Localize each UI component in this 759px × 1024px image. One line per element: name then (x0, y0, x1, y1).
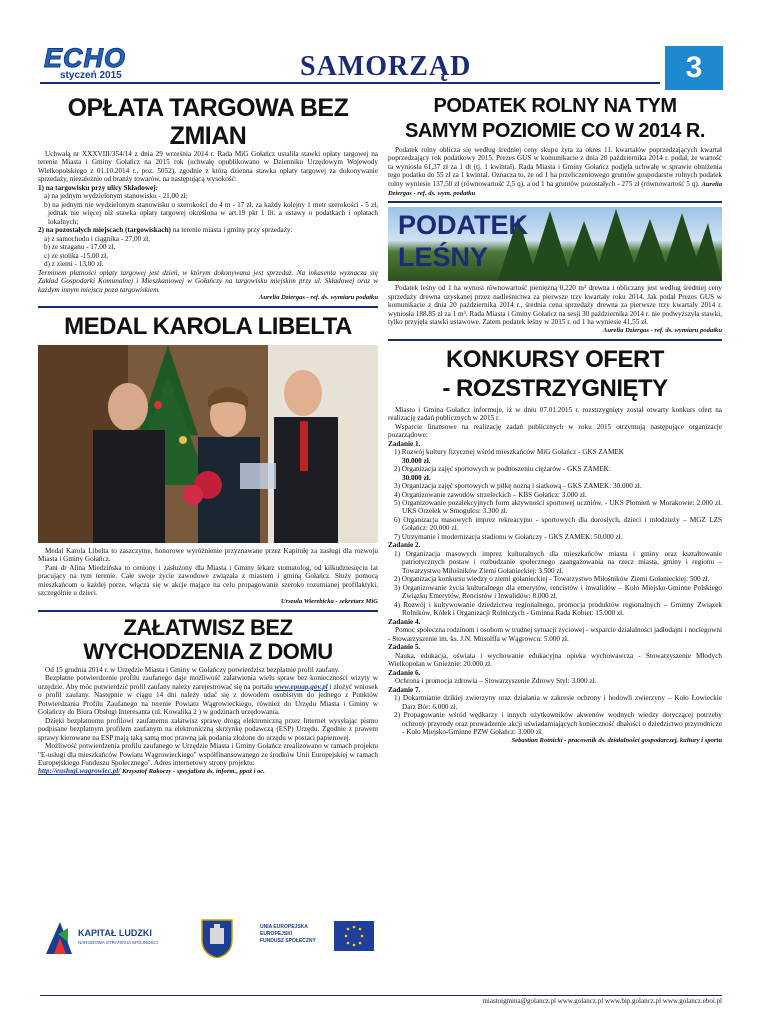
oplata-title: OPŁATA TARGOWA BEZ ZMIAN (67, 94, 349, 150)
oplata-signature: Aurelia Dziergas - ref. ds. wymiaru podatku (258, 294, 378, 302)
zalatwisz-p2: Bezpłatne potwierdzenie profilu zaufanego daje możliwość załatwienia wielu spraw bez konieczności wizyty w urzędzie. Aby móc potwierdzić profil zaufany należy zarejestrować się na portalu www.epuap.gov.pl i złożyć wniosek o profil zaufany. Następnie w ciągu 14 dni należy udać się z dowodem osobistym do jednego z Punktów Potwierdzania Profilu Zaufanego na terenie Powiatu Wągrowieckiego, również do Urzędu Miasta i Gminy w Gołańczy do Biura Obsługi Interesanta (ul. Kowalika 2 ) w godzinach urzędowania. (38, 674, 378, 717)
z2-2: 2) Organizacja konkursu wiedzy o ziemi gołanieckiej - Towarzystwo Miłośników Ziemi Gołanieckiej: 500 zł. (394, 575, 710, 584)
oplata-a: a) na jednym wydzielonym stanowisku - 21,00 zł; (44, 192, 188, 201)
lesny-title: PODATEK LEŚNY (398, 210, 529, 273)
zalatwisz-signature: Krzysztof Rakoczy - specjalista ds. inform., ppoż i oc. (122, 768, 265, 776)
z1-1-kwota: 30.000 zł. (402, 456, 431, 465)
divider (388, 201, 722, 203)
golancz-coat-of-arms (200, 918, 236, 958)
medal-title: MEDAL KAROLA LIBELTA (64, 313, 352, 340)
eu-flag-icon (334, 921, 374, 951)
oplata-h1: 1) na targowisku przy ulicy Składowej: (38, 183, 158, 192)
z1-2-kwota: 30.000 zł. (402, 473, 431, 482)
rolny-p: Podatek rolny oblicza się według średniej ceny skupu żyta za okres 11. kwartałów poprzedzających kwartał poprzedzający rok podatkowy 2015. Prezes GUS w komunikacie z dnia 20 października 2014 r. podał, że wartość ta wyniosła 61,37 zł za 1 dt (tj. 1 kwintal). Rada Miasta i Gminy Gołańcz podjęła uchwałę w sprawie obniżenia tego podatku do 55 zł za 1 kwintal. Oznacza to, że od 1 ha przeliczeniowego gruntów gospodarstw rolnych podatek rolny wyniesie 137,50 zł (równowartość 2,5 q), a od 1 ha gruntów pozostałych - 275 zł (równowartość 5 q). Aurelia Dziergas - ref. ds. wym. podatku (388, 146, 723, 197)
oplata-h2: 2) na pozostałych miejscach (targowiskach) na terenie miasta i gminy przy sprzedaży: (38, 226, 293, 235)
echo-logo: ECHO (44, 43, 127, 73)
zadanie-2: Zadanie 2. (388, 541, 421, 550)
kapital-ludzki-logo: KAPITAŁ LUDZKI NARODOWA STRATEGIA SPÓJNOŚCI (44, 918, 154, 958)
zalatwisz-p3: Dzięki bezpłatnemu profilowi zaufanemu załatwisz sprawę drogą elektroniczną przez Internet wysyłając pismo podpisane bezpłatnym profilem zaufanym na elektroniczną skrzynkę podawczą (ESP) Urzędu. Zgodnie z prawem sprawy kierowane na ESP mają taką samą moc prawną jak podania złożone do urzędu w postaci papierowej. (38, 716, 378, 742)
divider (38, 306, 378, 308)
zadanie-1: Zadanie 1. (388, 439, 421, 448)
medal-ceremony-photo (38, 345, 378, 543)
zalatwisz-title-1: ZAŁATWISZ BEZ (123, 614, 293, 640)
divider (388, 339, 722, 341)
konkursy-p2: Wsparcie finansowe na realizację zadań publicznych w roku 2015 otrzymują następujące organizacje pozarządowe: (388, 422, 722, 440)
section-title: SAMORZĄD (300, 51, 472, 82)
page-number: 3 (665, 46, 723, 90)
konkursy-signature: Sebastian Rotnicki - pracownik ds. działalności gospodarczej, kultury i sportu (511, 736, 722, 744)
lesny-p: Podatek leśny od 1 ha wynosi równowartość pieniężną 0,220 m³ drewna i obliczany jest według średniej ceny sprzedaży drewna uzyskanej przez nadleśnictwa za pierwsze trzy kwartały roku 2014. Jak podał Prezes GUS w komunikacie z dnia 20 października 2014 r., średnia cena sprzedaży drewna za pierwsze trzy kwartały 2014 r. wyniosła 188,85 zł za 1 m³. Rada Miasta i Gminy Gołańcz na sesji 30 października 2014 r. nie podwyższyła stawki, tylko przyjęła stawki ustawowe. Zatem podatek leśny w 2015 r. od 1 ha wyniesie 41,55 zł. (388, 284, 722, 327)
kapital-ludzki-icon (44, 920, 74, 956)
zalatwisz-link-line (38, 767, 378, 776)
z7-1: 1) Dokarmianie dzikiej zwierzyny oraz działania w zakresie ochrony i hodowli zwierzyny – Koło Łowieckie Darz Bór: 6.000 zł. (394, 694, 722, 711)
epuap-link[interactable]: www.epuap.gov.pl (274, 682, 328, 691)
eusługi-link[interactable]: http://eusługi.wagrowiec.pl/ (38, 767, 121, 776)
z1-7: 7) Utrzymanie i modernizacja stadionu w Gołańczy - GKS ZAMEK: 50.000 zł. (394, 532, 623, 541)
zadanie-4: Zadanie 4. (388, 617, 421, 626)
left-column (38, 94, 378, 776)
zadanie-6: Zadanie 6. (388, 668, 421, 677)
z2-1: 1) Organizacja masowych imprez kulturalnych dla mieszkańców miasta i gminy oraz kształtowanie patriotycznych postaw i rozbudzanie społecznego zaangażowania na rzecz miasta, gminy i regionu – Towarzystwo Miłośników Ziemi Gołanieckiej: 3.500 zł. (394, 549, 722, 575)
rolny-title-2: SAMYM POZIOMIE CO W 2014 R. (405, 120, 705, 142)
z7-2: 2) Propagowanie wśród wędkarzy i innych użytkowników akwenów wodnych wiedzy dotyczącej potrzeby ochrony przyrody oraz prowadzenie akcji uświadamiających konieczność dbałości o dziedzictwo przyrodnicze - Koło Miejsko-Gminne PZW Gołańcz: 3.000 zł. (394, 711, 722, 737)
zadanie-7: Zadanie 7. (388, 685, 421, 694)
lesny-signature: Aurelia Dziergas - ref. ds. wymiaru podatku (602, 326, 722, 334)
oplata-intro: Uchwałą nr XXXVIII/354/14 z dnia 29 września 2014 r. Rada MiG Gołańcz ustaliła stawki opłaty targowej na terenie Miasta i Gminy Gołańcz na 2015 rok (uchwałę opublikowano w Dzienniku Urzędowym Wojewody Wielkopolskiego z 01.10.2014 r., poz. 5052), zgodnie z którą dzienna stawka opłaty targowej za dokonywanie sprzedaży, niezależnie od branży towarów, na następującą wysokość: (38, 150, 378, 184)
oplata-italic: Terminem płatności opłaty targowej jest dzień, w którym dokonywana jest sprzedaż. Na inkasenta wyznacza się Zakład Gospodarki Komunalnej i Mieszkaniowej w Gołańczy na targowisku miejskim przy ul. Składowej oraz w każdym innym miejscu poza targowiskiem. (38, 268, 378, 294)
header-rule (40, 82, 660, 84)
divider (38, 610, 378, 612)
z4-p: Pomoc społeczna rodzinom i osobom w trudnej sytuacji życiowej - wsparcie działalności jadłodajni i noclegowni - Stowarzyszenie im. ks. J.N. Musolffa w Wągrowcu: 5.000 zł. (388, 626, 722, 643)
medal-p1: Medal Karola Libelta to zaszczytne, honorowe wyróżnienie przyznawane przez Kapitułę za zasługi dla rozwoju Miasta i Gminy Gołańcz. (38, 547, 378, 564)
z1-1: 1) Rozwój kultury fizycznej wśród mieszkańców MiG Gołańcz - GKS ZAMEK (394, 448, 624, 457)
konkursy-title-2: - ROZSTRZYGNIĘTY (442, 374, 668, 402)
z1-4: 4) Organizowanie zawodów strzeleckich – KBS Gołańcz: 3.000 zł. (394, 490, 587, 499)
oplata-i2: b) ze straganu - 17,00 zł, (44, 243, 116, 252)
konkursy-title-1: KONKURSY OFERT (446, 345, 664, 373)
footer-links: miastoigmina@golancz.pl www.golancz.pl www.bip.golancz.pl www.golancz.eboi.pl (482, 997, 722, 1005)
medal-p2: Pani dr Alina Miedzińska to ceniony i zasłużony dla Miasta i Gminy lekarz stomatolog, od kilkudziesięciu lat pracujący na tym terenie. Całe swoje życie zawodowe związała z miastem i gminą Gołańcz. Służy pomocą mieszkańcom o każdej porze, włącza się w akcje mające na celu propagowanie szeroko rozumianej profilaktyki, szczególnie u dzieci. (38, 563, 378, 598)
zalatwisz-p1: Od 15 grudnia 2014 r. w Urzędzie Miasta i Gminy w Gołańczy potwierdzisz bezpłatnie profil zaufany. (45, 665, 340, 674)
z2-3: 3) Organizowanie życia kulturalnego dla emerytów, rencistów i inwalidów – Koło Miejsko-Gminne Polskiego Związku Emerytów, Rencistów i Inwalidów: 8.000 zł. (394, 583, 722, 601)
z1-2: 2) Organizacja zajęć sportowych w podnoszeniu ciężarów - GKS ZAMEK: (394, 465, 611, 474)
rolny-title-1: PODATEK ROLNY NA TYM (433, 95, 677, 117)
z6-p: Ochrona i promocja zdrowia – Stowarzyszenie Zdrowy Styl: 3.000 zł. (395, 677, 597, 686)
zalatwisz-title-2: WYCHODZENIA Z DOMU (83, 638, 333, 664)
z1-6: 6) Organizacja masowych imprez rekreacyjno - sportowych dla dorosłych, dzieci i młodzieży – MGZ LZS Gołańcz: 20.000 zł. (394, 515, 722, 533)
oplata-i1: a) z samochodu i ciągnika - 27,00 zł, (44, 234, 150, 243)
ue-efs-logo: UNIA EUROPEJSKA EUROPEJSKI FUNDUSZ SPOŁECZNY (258, 918, 334, 958)
medal-signature: Urszula Wierzbicka - sekretarz MiG (280, 597, 378, 605)
z1-3: 3) Organizacja zajęć sportowych w piłkę nożną i siatkową - GKS ZAMEK: 30.000 zł. (394, 482, 642, 491)
oplata-i4: d) z ziemi - 13,00 zł. (44, 260, 104, 269)
footer-rule (40, 995, 722, 996)
issue-date: styczeń 2015 (60, 70, 122, 81)
right-column (388, 94, 722, 744)
zadanie-5: Zadanie 5. (388, 643, 421, 652)
konkursy-p1: Miasto i Gmina Gołańcz informuje, iż w dniu 07.01.2015 r. rozstrzygnięty został otwarty konkurs ofert na realizację zadań publicznych w 2015 r. (388, 405, 722, 423)
forest-photo (388, 207, 722, 281)
oplata-i3: c) ze stolika -15,00 zł, (44, 251, 108, 260)
zalatwisz-p4: Możliwość potwierdzenia profilu zaufanego w Urzędzie Miasta i Gminy Gołańcz zrealizowano w ramach projektu "E-usługi dla mieszkańców Powiatu Wągrowieckiego" współfinansowanego ze środków Unii Europejskiej w ramach Europejskiego Funduszu Społecznego". Adres internetowy strony projektu: (38, 742, 378, 767)
oplata-b: b) na jednym nie wydzielonym stanowisku o szerokości do 4 m - 17 zł, za każdy kolejny 1 metr szerokości - 5 zł, jednak nie więcej niż stawka opłaty targowej określona w art.19 pkt 1 lit. a ustawy o podatkach i opłatach lokalnych; (44, 200, 378, 226)
z1-5: 5) Organizowanie pozalekcyjnych form aktywności sportowej uczniów. - UKS Płomień w Morakowie: 2.000 zł. UKS Orzełek w Smogulcu: 3.300 zł. (394, 498, 722, 516)
z5-p: Nauka, edukacja, oświata i wychowanie edukacyjna opieka wychowawcza - Stowarzyszenie Młodych Wielkopolan w Gnieźnie: 20.000 zł. (388, 651, 722, 669)
z2-4: 4) Rozwój i kultywowanie dziedzictwa regionalnego, promocja produktów regionalnych – Gminny Związek Rolników, Kółek i Organizacji Rolniczych - Gminna Rada Kobiet: 15.000 zł. (394, 600, 722, 618)
